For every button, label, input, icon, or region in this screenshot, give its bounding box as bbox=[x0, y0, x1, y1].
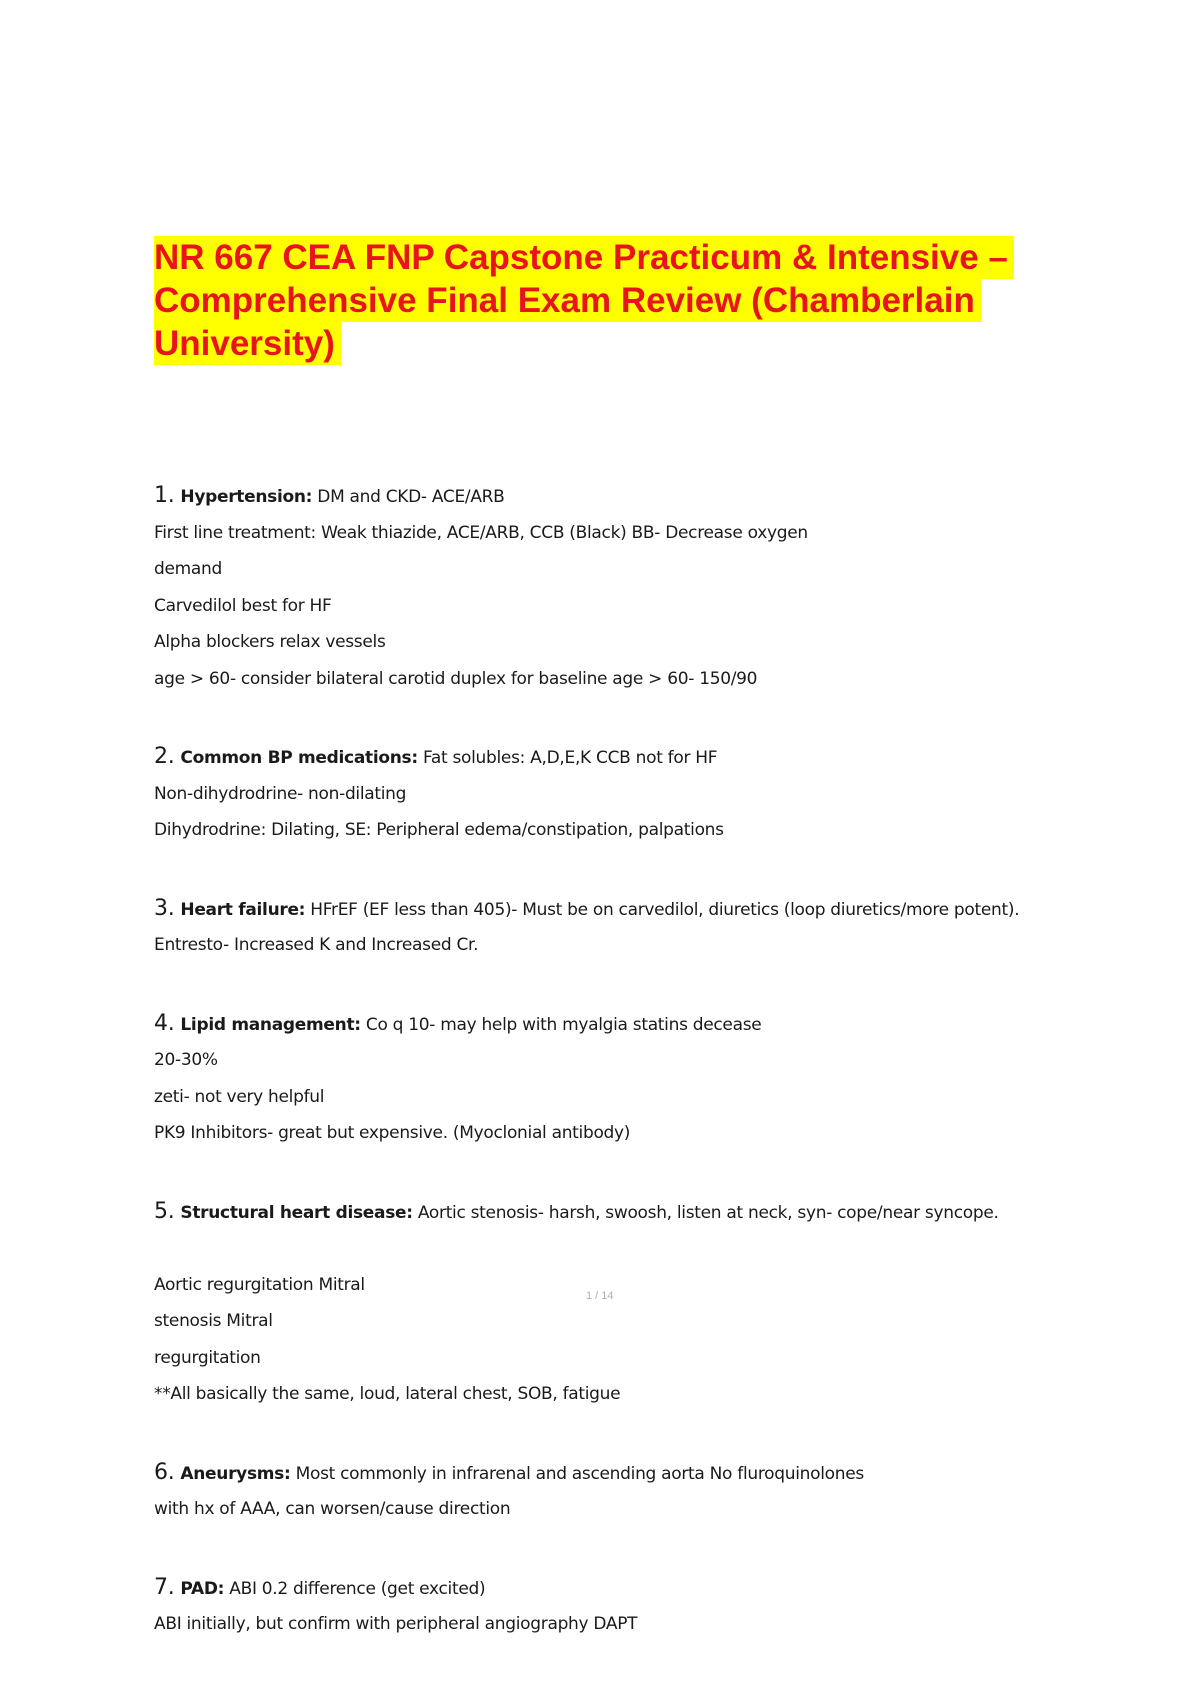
section-number: 2. bbox=[154, 744, 175, 769]
section-number: 6. bbox=[154, 1459, 175, 1485]
section-heading bbox=[154, 478, 1054, 515]
section-heading bbox=[154, 1006, 1054, 1043]
section-number: 3. bbox=[154, 895, 175, 921]
section-line: **All basically the same, loud, lateral chest, SOB, fatigue bbox=[154, 1384, 621, 1404]
spacer bbox=[154, 697, 1054, 739]
document-body bbox=[154, 478, 1054, 1643]
document-title bbox=[154, 236, 1014, 365]
section-aneurysms bbox=[154, 1455, 1054, 1528]
section-text: HFrEF (EF less than 405)- Must be on carvedilol, diuretics (loop diuretics/more potent). bbox=[305, 899, 1020, 920]
section-text: Co q 10- may help with myalgia statins decease bbox=[360, 1014, 762, 1035]
section-heart-failure bbox=[154, 891, 1054, 964]
section-line: ABI initially, but confirm with peripheral angiography DAPT bbox=[154, 1614, 638, 1634]
section-text: Aortic stenosis- harsh, swoosh, listen at neck, syn- cope/near syncope. bbox=[412, 1202, 999, 1223]
section-heading bbox=[154, 1455, 1054, 1492]
section-line: Non-dihydrodrine- non-dilating bbox=[154, 783, 407, 804]
section-text: DM and CKD- ACE/ARB bbox=[312, 487, 505, 507]
title-line-2: Comprehensive Final Exam Review (Chamberlain bbox=[154, 279, 981, 322]
spacer bbox=[154, 1152, 1054, 1194]
section-line: demand bbox=[154, 559, 222, 579]
section-line: Aortic regurgitation Mitral bbox=[154, 1274, 365, 1295]
section-text: Fat solubles: A,D,E,K CCB not for HF bbox=[417, 748, 718, 768]
section-line: Entresto- Increased K and Increased Cr. bbox=[154, 935, 479, 955]
section-label: Aneurysms: bbox=[180, 1463, 291, 1484]
section-text: Most commonly in infrarenal and ascending aorta No fluroquinolones bbox=[290, 1463, 864, 1484]
section-heading bbox=[154, 1194, 1054, 1231]
section-line bbox=[154, 1230, 1054, 1267]
section-structural-heart-disease bbox=[154, 1194, 1054, 1413]
section-line: zeti- not very helpful bbox=[154, 1086, 325, 1107]
title-line-3: University) bbox=[154, 322, 341, 365]
section-line: Dihydrodrine: Dilating, SE: Peripheral edema/constipation, palpations bbox=[154, 820, 724, 840]
section-line: stenosis Mitral bbox=[154, 1311, 273, 1331]
section-common-bp-medications bbox=[154, 739, 1054, 849]
page-indicator: 1 / 14 bbox=[586, 1290, 614, 1302]
section-label: Common BP medications: bbox=[180, 748, 418, 768]
section-line: Carvedilol best for HF bbox=[154, 595, 332, 616]
section-line: First line treatment: Weak thiazide, ACE/ARB, CCB (Black) BB- Decrease oxygen bbox=[154, 522, 808, 543]
spacer bbox=[154, 1528, 1054, 1570]
section-number: 1. bbox=[154, 483, 175, 508]
section-heading bbox=[154, 739, 1054, 776]
section-line: Alpha blockers relax vessels bbox=[154, 632, 386, 652]
section-number: 5. bbox=[154, 1198, 175, 1224]
section-line: regurgitation bbox=[154, 1347, 261, 1368]
title-line-1: NR 667 CEA FNP Capstone Practicum & Intensive – bbox=[154, 236, 1014, 279]
section-heading bbox=[154, 1570, 1054, 1607]
section-label: PAD: bbox=[180, 1578, 225, 1599]
section-text: ABI 0.2 difference (get excited) bbox=[224, 1578, 486, 1599]
spacer bbox=[154, 1413, 1054, 1455]
section-label: Lipid management: bbox=[180, 1014, 361, 1035]
section-heading bbox=[154, 891, 1054, 928]
section-number: 7. bbox=[154, 1574, 175, 1600]
section-pad bbox=[154, 1570, 1054, 1643]
section-line: with hx of AAA, can worsen/cause direction bbox=[154, 1499, 511, 1519]
section-label: Structural heart disease: bbox=[180, 1202, 413, 1223]
section-number: 4. bbox=[154, 1010, 175, 1036]
section-line: age > 60- consider bilateral carotid duplex for baseline age > 60- 150/90 bbox=[154, 668, 758, 689]
spacer bbox=[154, 964, 1054, 1006]
section-lipid-management bbox=[154, 1006, 1054, 1152]
section-line: 20-30% bbox=[154, 1050, 218, 1070]
section-line: PK9 Inhibitors- great but expensive. (Myoclonial antibody) bbox=[154, 1123, 631, 1143]
section-hypertension bbox=[154, 478, 1054, 697]
spacer bbox=[154, 849, 1054, 891]
section-label: Heart failure: bbox=[180, 899, 306, 920]
section-label: Hypertension: bbox=[180, 487, 313, 507]
